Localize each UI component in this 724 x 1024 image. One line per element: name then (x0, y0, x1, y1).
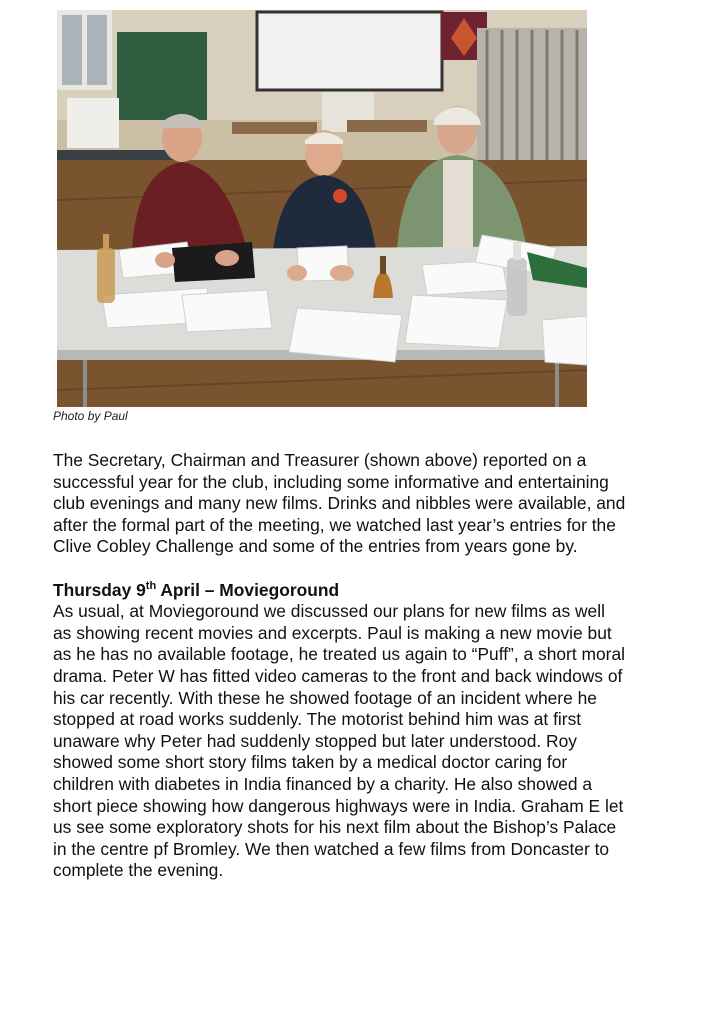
meeting-photo-illustration (57, 10, 587, 407)
heading-ordinal: th (145, 579, 157, 592)
text-line: successful year for the club, including some informative and entertaining (53, 471, 609, 492)
moviegoround-paragraph (53, 601, 703, 882)
text-line: club evenings and many new films. Drinks and nibbles were available, and (53, 493, 626, 514)
text-line: children with diabetes in India financed by a charity. He also showed a (53, 773, 593, 794)
text-line: drama. Peter W has fitted video cameras to the front and back windows of (53, 665, 623, 686)
text-line: complete the evening. (53, 860, 224, 881)
meeting-photo (57, 10, 587, 407)
text-line: As usual, at Moviegoround we discussed our plans for new films as well (53, 601, 605, 622)
text-line: short piece showing how dangerous highways were in India. Graham E let (53, 795, 624, 816)
text-line: in the centre pf Bromley. We then watched a few films from Doncaster to (53, 838, 610, 859)
section-heading (53, 580, 703, 602)
text-line: unaware why Peter had suddenly stopped but later understood. Roy (53, 730, 577, 751)
text-line: as showing recent movies and excerpts. Paul is making a new movie but (53, 622, 612, 643)
text-line: after the formal part of the meeting, we watched last year’s entries for the (53, 514, 616, 535)
article-body (53, 450, 703, 882)
text-line: The Secretary, Chairman and Treasurer (shown above) reported on a (53, 450, 587, 470)
heading-rest: April – Moviegoround (156, 579, 340, 600)
text-line: showed some short story films taken by a medical doctor caring for (53, 752, 568, 773)
summary-paragraph (53, 450, 703, 558)
text-line: us see some exploratory shots for his next film about the Bishop’s Palace (53, 817, 617, 838)
photo-caption: Photo by Paul (53, 409, 128, 423)
heading-day: Thursday 9 (53, 579, 146, 600)
text-line: his car recently. With these he showed footage of an incident where he (53, 687, 597, 708)
text-line: stopped at road works suddenly. The motorist behind him was at first (53, 709, 582, 730)
text-line: Clive Cobley Challenge and some of the entries from years gone by. (53, 536, 578, 557)
text-line: as he has no available footage, he treated us again to “Puff”, a short moral (53, 644, 625, 665)
